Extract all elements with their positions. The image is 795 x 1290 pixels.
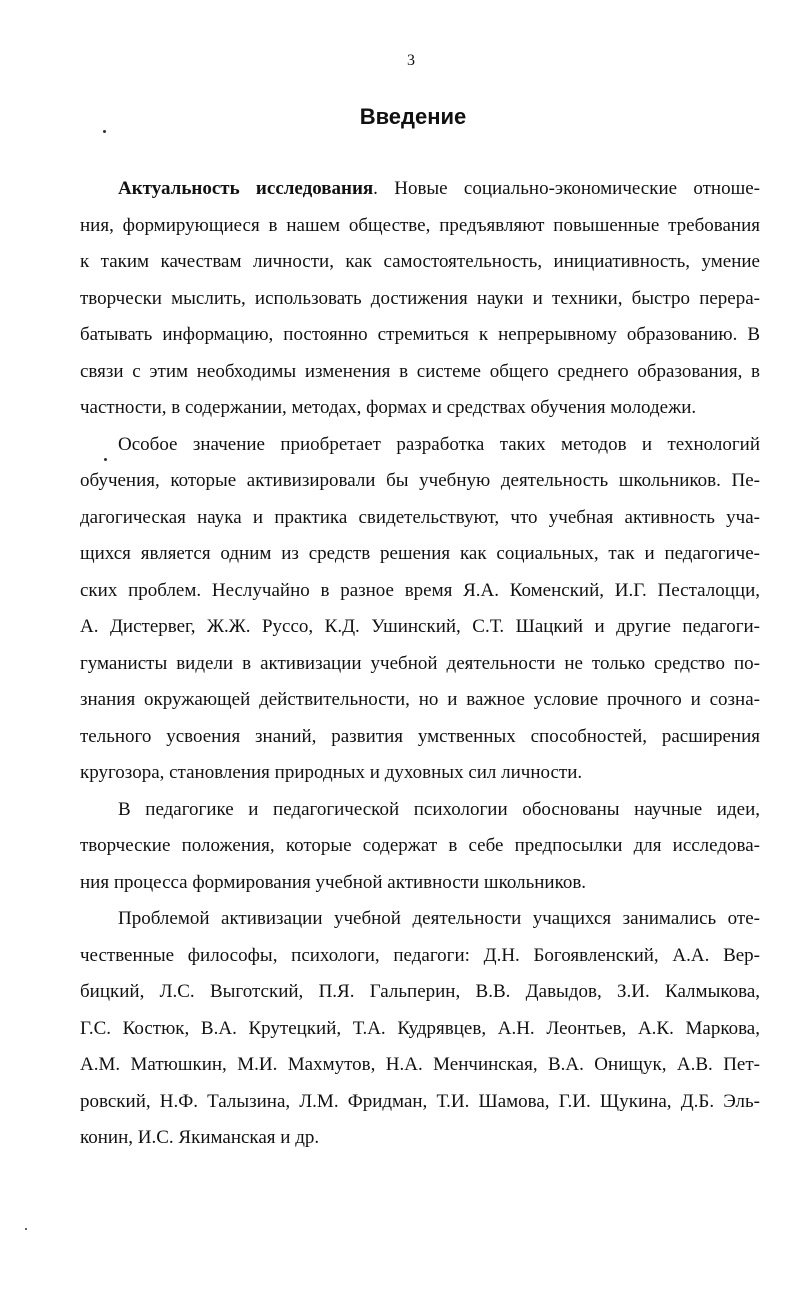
page-number: 3 [407,52,415,69]
paragraph-2-line: кругозора, становления природных и духовных сил личности. [80,762,583,783]
scan-speck [103,130,106,133]
paragraph-1-line: творчески мыслить, использовать достижения науки и техники, быстро перера- [80,287,760,309]
paragraph-2-line: ских проблем. Неслучайно в разное время Я.А. Коменский, И.Г. Песталоцци, [80,579,760,601]
paragraph-1-line: батывать информацию, постоянно стремиться к непрерывному образованию. В [80,324,760,345]
paragraph-2-line: щихся является одним из средств решения как социальных, так и педагогиче- [80,543,760,564]
paragraph-1-line-1: Актуальность исследования. Новые социально-экономические отноше- [118,178,760,199]
paragraph-4-line: чественные философы, психологи, педагоги: Д.Н. Богоявленский, А.А. Вер- [80,944,760,966]
paragraph-2-line: гуманисты видели в активизации учебной деятельности не только средство по- [80,652,760,674]
paragraph-1-line: к таким качествам личности, как самостоятельность, инициативность, умение [80,251,760,272]
paragraph-2-line-1: Особое значение приобретает разработка таких методов и технологий [118,433,760,455]
page-title: Введение [359,104,467,129]
paragraph-1-line: ния, формирующиеся в нашем обществе, предъявляют повышенные требования [80,214,760,236]
paragraph-2-line: тельного усвоения знаний, развития умственных способностей, расширения [80,725,760,747]
relevance-lead: Актуальность исследования [118,178,374,199]
scan-speck [104,458,107,461]
paragraph-2-line: обучения, которые активизировали бы учебную деятельность школьников. Пе- [80,470,760,491]
paragraph-4-line: ровский, Н.Ф. Талызина, Л.М. Фридман, Т.И. Шамова, Г.И. Щукина, Д.Б. Эль- [80,1090,760,1112]
paragraph-3-line-1: В педагогике и педагогической психологии обоснованы научные идеи, [118,798,760,820]
paragraph-1-line: связи с этим необходимы изменения в системе общего среднего образования, в [80,360,760,382]
paragraph-4-line: А.М. Матюшкин, М.И. Махмутов, Н.А. Менчинская, В.А. Онищук, А.В. Пет- [80,1054,760,1075]
paragraph-2-line: А. Дистервег, Ж.Ж. Руссо, К.Д. Ушинский, С.Т. Шацкий и другие педагоги- [80,616,760,637]
paragraph-4-line: бицкий, Л.С. Выготский, П.Я. Гальперин, В.В. Давыдов, З.И. Калмыкова, [80,981,760,1002]
paragraph-3-line: ния процесса формирования учебной активности школьников. [80,871,587,893]
body-text [80,171,760,1157]
paragraph-1-line: частности, в содержании, методах, формах и средствах обучения молодежи. [80,397,697,418]
paragraph-2-line: знания окружающей действительности, но и важное условие прочного и созна- [80,689,760,710]
paragraph-4-line: Г.С. Костюк, В.А. Крутецкий, Т.А. Кудрявцев, А.Н. Леонтьев, А.К. Маркова, [80,1017,760,1039]
scan-speck [25,1228,27,1230]
paragraph-2-line: дагогическая наука и практика свидетельствуют, что учебная активность уча- [80,506,760,528]
paragraph-4-line-1: Проблемой активизации учебной деятельности учащихся занимались оте- [118,908,760,929]
paragraph-3-line: творческие положения, которые содержат в себе предпосылки для исследова- [80,835,760,856]
paragraph-4-line: конин, И.С. Якиманская и др. [80,1127,320,1148]
